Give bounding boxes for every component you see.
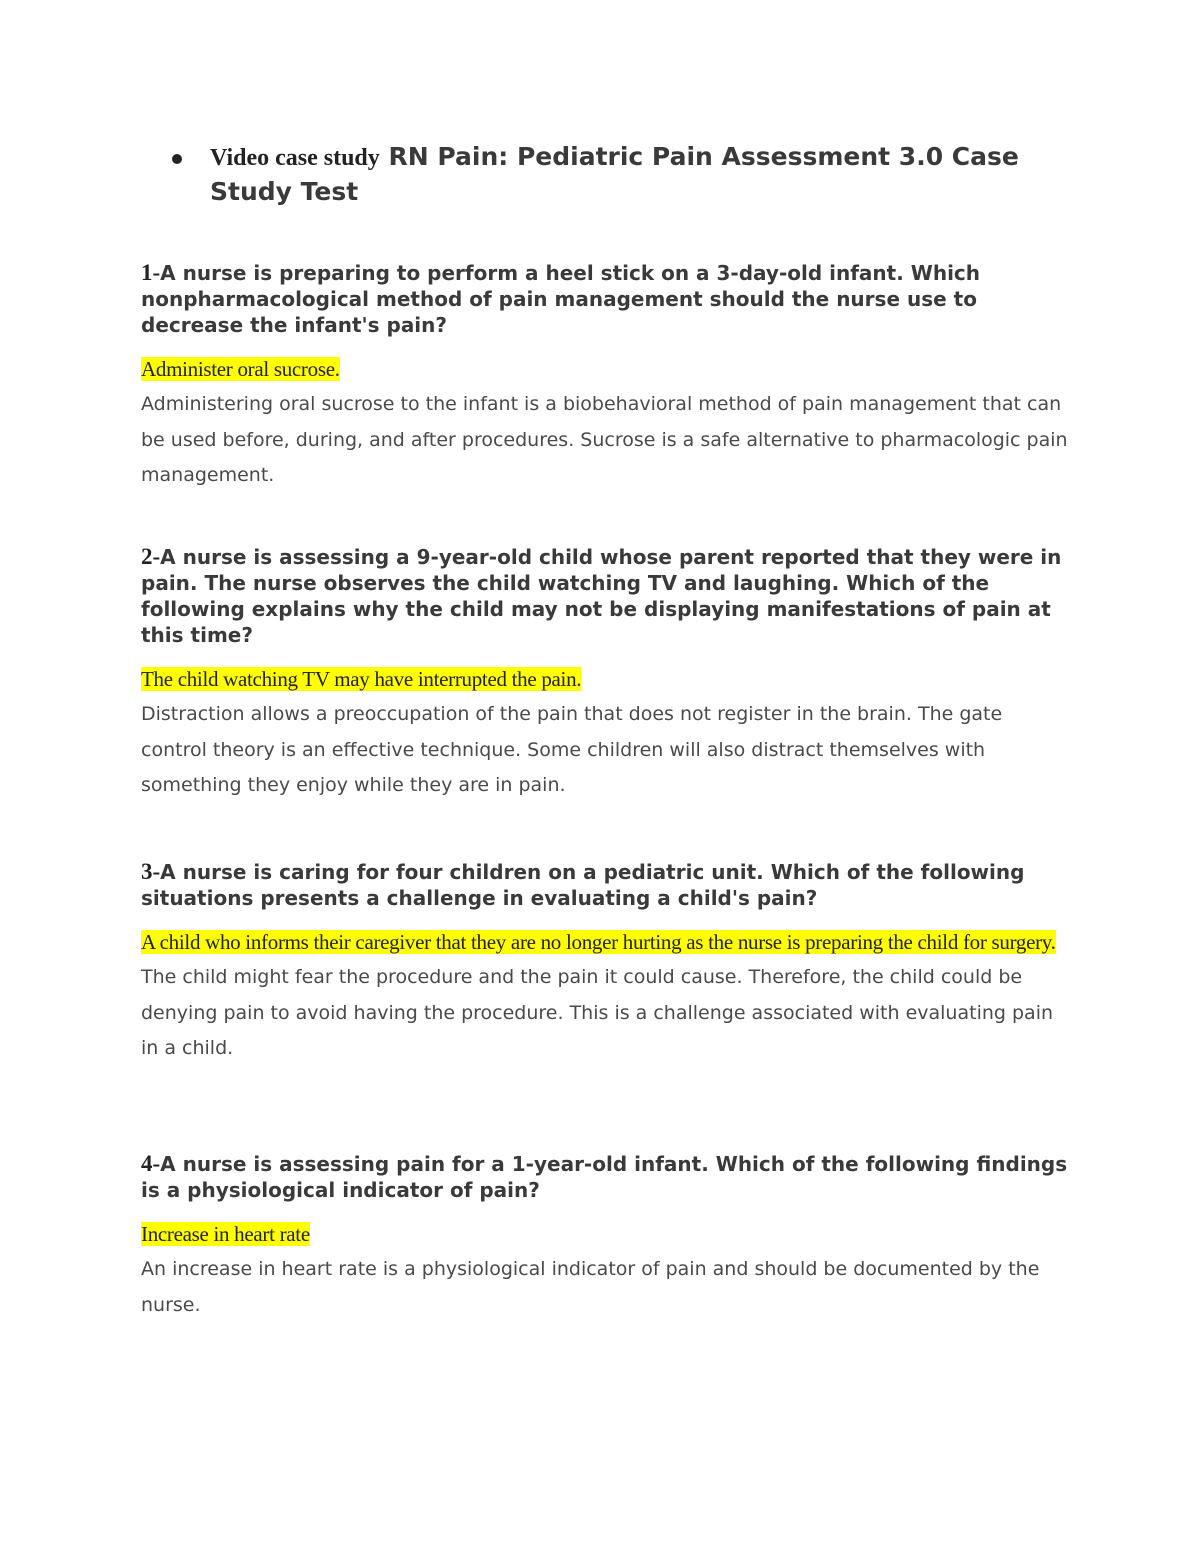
explanation: The child might fear the procedure and the pain it could cause. Therefore, the child could be denying pain to avoid having the procedure. This is a challenge associated with evaluating pain in a child. <box>141 966 1054 1059</box>
question-prompt: A nurse is preparing to perform a heel stick on a 3-day-old infant. Which nonpharmacological method of pain management should the nurse use to decrease the infant's pain? <box>141 261 981 337</box>
question-prompt: A nurse is caring for four children on a pediatric unit. Which of the following situations presents a challenge in evaluating a child's pain? <box>141 860 1025 910</box>
explanation: Distraction allows a preoccupation of the pain that does not register in the brain. The gate control theory is an effective technique. Some children will also distract themselves with something they enjoy while they are in pain. <box>141 703 1003 796</box>
answer <box>141 929 1071 956</box>
answer-highlight: Increase in heart rate <box>141 1222 310 1246</box>
question-text <box>141 859 1071 911</box>
question-text <box>141 260 1071 338</box>
explanation: An increase in heart rate is a physiological indicator of pain and should be documented by the nurse. <box>141 1258 1040 1316</box>
question-prompt: A nurse is assessing pain for a 1-year-old infant. Which of the following findings is a physiological indicator of pain? <box>141 1152 1068 1202</box>
answer <box>141 1221 1071 1248</box>
answer-highlight: Administer oral sucrose. <box>141 357 340 381</box>
question-3 <box>141 859 1071 1067</box>
question-text <box>141 1151 1071 1203</box>
question-number: 4- <box>141 1151 161 1176</box>
question-number: 2- <box>141 544 161 569</box>
title-main: RN Pain: Pediatric Pain Assessment 3.0 Case Study Test <box>210 142 1019 206</box>
question-1 <box>141 260 1071 494</box>
title-bullet-item <box>172 140 1072 208</box>
question-number: 1- <box>141 260 161 285</box>
answer-highlight: The child watching TV may have interrupted the pain. <box>141 667 582 691</box>
answer <box>141 666 1071 693</box>
page-title <box>210 140 1072 208</box>
question-number: 3- <box>141 859 161 884</box>
explanation: Administering oral sucrose to the infant is a biobehavioral method of pain management that can be used before, during, and after procedures. Sucrose is a safe alternative to pharmacologic pain management. <box>141 393 1068 486</box>
question-text <box>141 544 1071 648</box>
question-2 <box>141 544 1071 804</box>
bullet-icon <box>172 154 182 164</box>
answer <box>141 356 1071 383</box>
question-prompt: A nurse is assessing a 9-year-old child whose parent reported that they were in pain. The nurse observes the child watching TV and laughing. Which of the following explains why the child may not be displaying manifestations of pain at this time? <box>141 545 1062 647</box>
question-4 <box>141 1151 1071 1323</box>
answer-highlight: A child who informs their caregiver that they are no longer hurting as the nurse is preparing the child for surgery. <box>141 930 1056 954</box>
title-prefix: Video case study <box>210 145 380 171</box>
